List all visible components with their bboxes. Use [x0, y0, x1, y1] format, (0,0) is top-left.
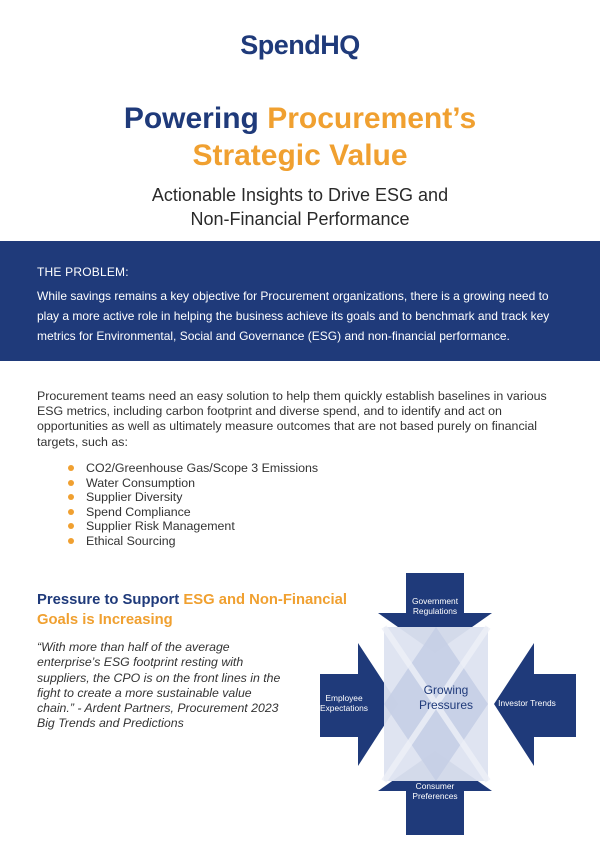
pressure-title-part2: ESG and Non-Financial	[183, 592, 347, 608]
list-item: Water Consumption	[68, 476, 318, 491]
list-item: Supplier Diversity	[68, 490, 318, 505]
subtitle-line1: Actionable Insights to Drive ESG and	[151, 185, 449, 205]
list-item: Ethical Sourcing	[68, 534, 318, 549]
label-top-line1: Government	[411, 596, 459, 606]
list-item: CO2/Greenhouse Gas/Scope 3 Emissions	[68, 461, 318, 476]
pressure-title-part1: Pressure to Support	[37, 592, 184, 608]
title-part2: Procurement’s	[267, 102, 477, 135]
center-line2: Pressures	[418, 698, 474, 712]
title-part1: Powering	[123, 102, 268, 135]
metrics-list	[68, 461, 318, 549]
logo-text: SpendHQ	[240, 30, 360, 60]
page-subtitle	[0, 183, 600, 231]
problem-heading: THE PROBLEM:	[37, 265, 129, 279]
problem-text: While savings remains a key objective for Procurement organizations, there is a growing need to play a more active role in helping the business achieve its goals and to benchmark and track key metrics for Environmental, Social and Governance (ESG) and non-financial performance.	[37, 289, 550, 343]
label-bottom-line2: Preferences	[412, 791, 458, 802]
label-left-line2: Expectations	[320, 703, 368, 714]
pressure-heading	[37, 590, 347, 630]
list-item: Supplier Risk Management	[68, 519, 318, 534]
subtitle-line2: Non-Financial Performance	[190, 209, 410, 229]
label-top-line2: Regulations	[412, 606, 458, 617]
label-employee-expectations	[314, 693, 374, 714]
label-government-regulations	[400, 596, 470, 617]
title-line2: Strategic Value	[192, 139, 408, 172]
spendhq-logo	[0, 30, 600, 61]
label-investor-trends: Investor Trends	[498, 698, 556, 708]
problem-banner	[0, 241, 600, 361]
ardent-quote: “With more than half of the average enterprise’s ESG footprint resting with suppliers, the CPO is on the front lines in the fight to create a more sustainable value chain.” - Ardent Partners, Procurement 2023 Big Trends and Predictions	[37, 640, 281, 731]
pressure-title-line2: Goals is Increasing	[37, 612, 173, 628]
label-bottom-line1: Consumer	[415, 781, 455, 791]
label-consumer-preferences	[400, 781, 470, 802]
growing-pressures-label	[396, 683, 496, 713]
label-left-line1: Employee	[325, 693, 363, 703]
list-item: Spend Compliance	[68, 505, 318, 520]
pressures-diagram	[306, 573, 586, 835]
center-line1: Growing	[423, 683, 469, 697]
page-title	[0, 100, 600, 174]
intro-paragraph: Procurement teams need an easy solution to help them quickly establish baselines in various ESG metrics, including carbon footprint and diverse spend, and to identify and act on opportunities as well as ultimately measure outcomes that are not based purely on financial targets, such as:	[37, 389, 547, 449]
